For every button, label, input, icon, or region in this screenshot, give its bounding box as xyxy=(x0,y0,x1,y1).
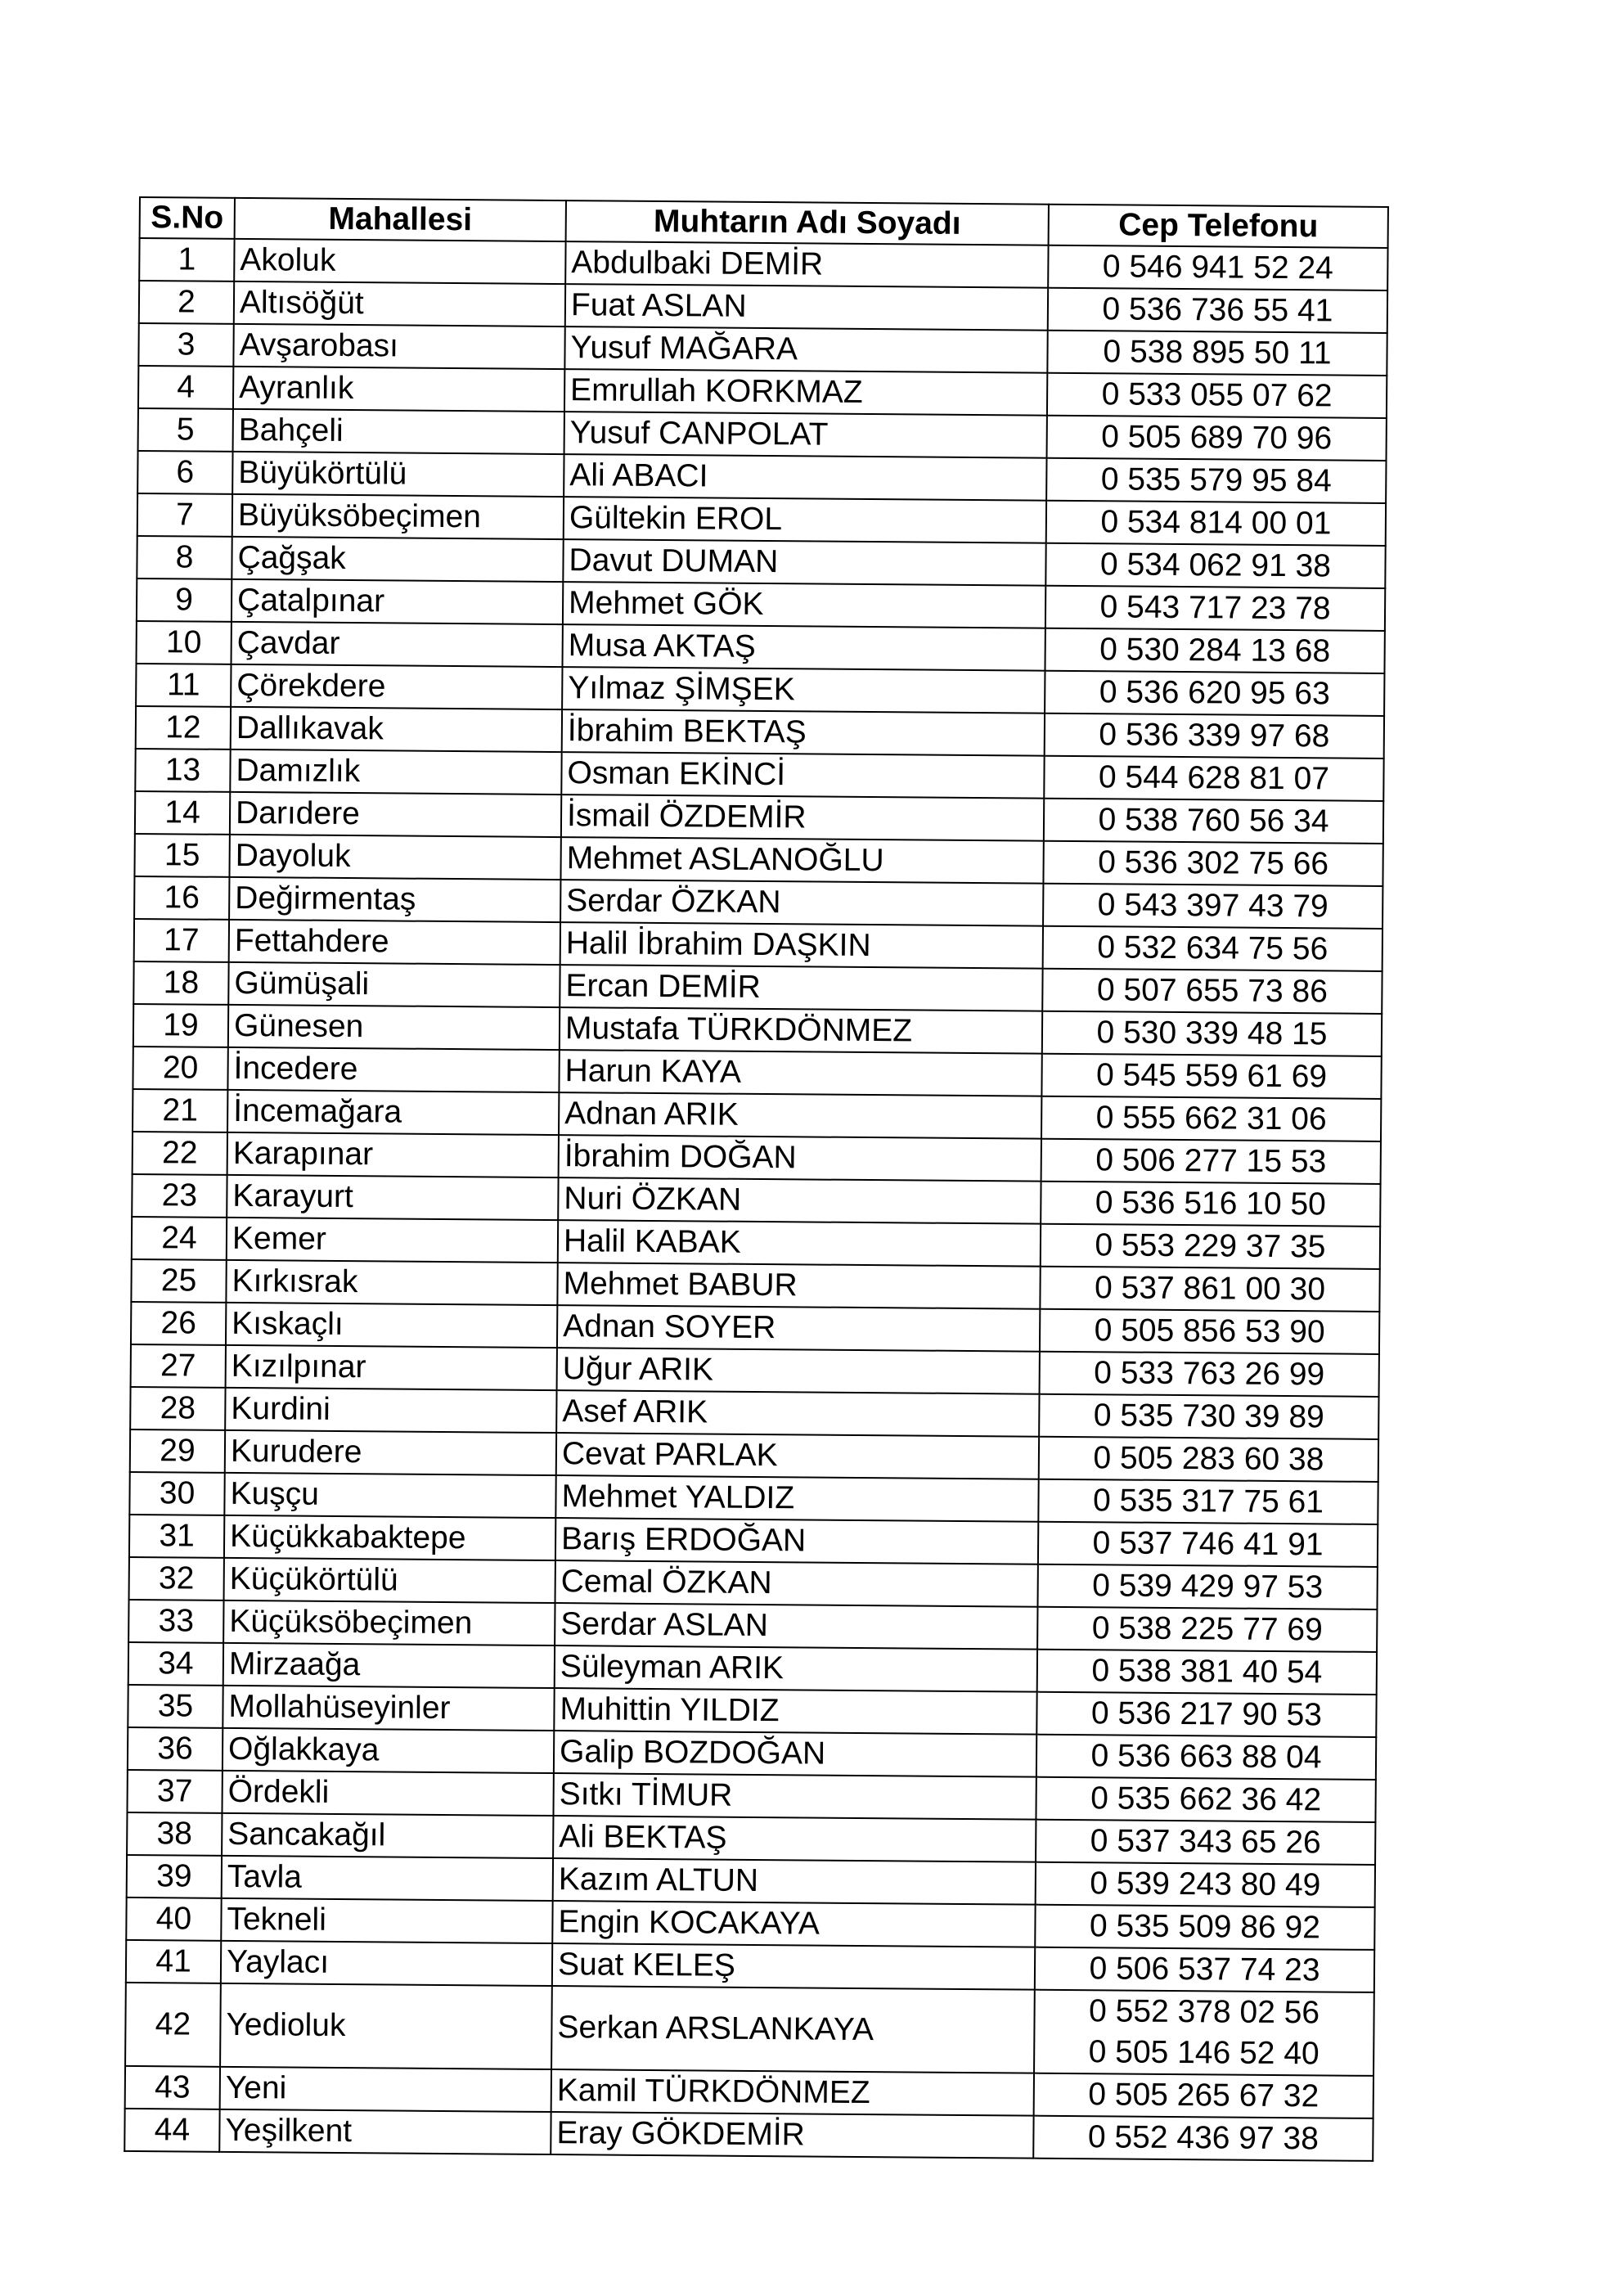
mahalle-name: Mirzaağa xyxy=(223,1643,555,1688)
row-number: 11 xyxy=(136,664,231,707)
muhtar-name: Süleyman ARIK xyxy=(555,1645,1037,1692)
phone-cell xyxy=(1040,1309,1379,1354)
phone-cell xyxy=(1045,586,1385,631)
row-number: 34 xyxy=(128,1642,223,1686)
muhtar-name: Eray GÖKDEMİR xyxy=(551,2112,1033,2159)
phone-number: 0 539 429 97 53 xyxy=(1092,1568,1324,1605)
muhtar-name: Kamil TÜRKDÖNMEZ xyxy=(551,2069,1034,2116)
phone-cell xyxy=(1044,799,1383,844)
phone-cell xyxy=(1046,501,1386,546)
phone-cell xyxy=(1041,1182,1380,1227)
mahalle-name: Kızılpınar xyxy=(226,1345,557,1390)
mahalle-name: Yeni xyxy=(220,2067,551,2112)
phone-number: 0 536 663 88 04 xyxy=(1090,1738,1322,1776)
mahalle-name: Kıskaçlı xyxy=(226,1303,557,1348)
mahalle-name: Küçükörtülü xyxy=(224,1558,555,1603)
mahalle-name: Çatalpınar xyxy=(232,579,563,624)
muhtar-name: Davut DUMAN xyxy=(563,539,1045,586)
phone-cell xyxy=(1047,373,1387,418)
phone-number: 0 536 620 95 63 xyxy=(1099,674,1330,712)
row-number: 36 xyxy=(128,1727,223,1771)
phone-number: 0 507 655 73 86 xyxy=(1096,972,1329,1010)
phone-number: 0 536 516 10 50 xyxy=(1095,1185,1327,1222)
phone-number: 0 535 317 75 61 xyxy=(1092,1483,1324,1520)
muhtar-name: Cevat PARLAK xyxy=(556,1433,1039,1479)
row-number: 29 xyxy=(130,1429,225,1473)
phone-cell xyxy=(1045,543,1385,588)
muhtar-name: Muhittin YILDIZ xyxy=(554,1688,1036,1735)
mahalle-name: Kemer xyxy=(227,1218,558,1263)
mahalle-name: Kurdini xyxy=(225,1388,556,1433)
muhtar-name: Yusuf MAĞARA xyxy=(564,326,1047,373)
phone-number: 0 544 628 81 07 xyxy=(1098,759,1330,797)
phone-number: 0 535 730 39 89 xyxy=(1093,1398,1324,1435)
muhtar-name: İbrahim DOĞAN xyxy=(559,1135,1041,1182)
mahalle-name: Ördekli xyxy=(222,1771,553,1816)
mahalle-name: Sancakağıl xyxy=(222,1813,553,1858)
row-number: 10 xyxy=(137,621,232,664)
mahalle-name: Gümüşali xyxy=(228,962,560,1007)
row-number: 20 xyxy=(133,1047,227,1090)
phone-cell xyxy=(1048,288,1387,333)
muhtar-name: Harun KAYA xyxy=(559,1050,1041,1096)
muhtar-name: İbrahim BEKTAŞ xyxy=(562,709,1045,756)
muhtar-name: Mustafa TÜRKDÖNMEZ xyxy=(560,1007,1042,1054)
row-number: 4 xyxy=(138,366,233,409)
row-number: 35 xyxy=(128,1685,223,1728)
mahalle-name: İncedere xyxy=(227,1047,559,1092)
table-row xyxy=(124,2109,1373,2161)
phone-number: 0 537 861 00 30 xyxy=(1094,1270,1326,1308)
phone-cell xyxy=(1040,1267,1379,1312)
phone-cell xyxy=(1038,1479,1378,1524)
muhtar-list-sheet xyxy=(124,196,1387,2162)
muhtar-name: Ali BEKTAŞ xyxy=(553,1816,1036,1862)
muhtar-name: Serdar ÖZKAN xyxy=(560,880,1043,926)
phone-number: 0 546 941 52 24 xyxy=(1102,249,1333,286)
muhtar-name: Gültekin EROL xyxy=(564,497,1046,543)
row-number: 39 xyxy=(127,1855,222,1898)
row-number: 1 xyxy=(139,238,234,281)
phone-cell xyxy=(1045,671,1384,716)
phone-number: 0 505 265 67 32 xyxy=(1088,2077,1320,2114)
phone-cell xyxy=(1034,2073,1373,2118)
row-number: 17 xyxy=(134,919,229,962)
row-number: 22 xyxy=(133,1132,227,1175)
mahalle-name: Günesen xyxy=(228,1005,560,1050)
row-number: 5 xyxy=(138,408,233,452)
muhtar-name: Adnan SOYER xyxy=(557,1305,1040,1352)
phone-number: 0 536 217 90 53 xyxy=(1090,1695,1323,1733)
mahalle-name: Darıdere xyxy=(230,792,561,837)
muhtar-name: Halil KABAK xyxy=(558,1220,1041,1267)
phone-number: 0 539 243 80 49 xyxy=(1090,1866,1321,1903)
phone-number: 0 505 689 70 96 xyxy=(1101,419,1333,457)
row-number: 6 xyxy=(137,451,232,494)
phone-number: 0 535 579 95 84 xyxy=(1100,461,1332,499)
phone-cell xyxy=(1048,245,1387,290)
mahalle-name: Fettahdere xyxy=(229,920,560,965)
muhtar-name: Nuri ÖZKAN xyxy=(558,1177,1041,1224)
muhtar-name: Mehmet ASLANOĞLU xyxy=(560,837,1043,884)
phone-cell xyxy=(1039,1394,1378,1439)
mahalle-name: Dayoluk xyxy=(229,835,560,880)
mahalle-name: Avşarobası xyxy=(233,324,564,369)
header-telefon: Cep Telefonu xyxy=(1049,205,1388,248)
mahalle-name: Küçükkabaktepe xyxy=(224,1515,555,1560)
phone-number: 0 533 055 07 62 xyxy=(1101,376,1333,414)
phone-number: 0 537 343 65 26 xyxy=(1090,1823,1321,1861)
mahalle-name: İncemağara xyxy=(227,1090,559,1135)
mahalle-name: Yedioluk xyxy=(220,1983,552,2069)
table-body xyxy=(124,238,1387,2161)
row-number: 15 xyxy=(134,834,229,877)
row-number: 13 xyxy=(135,749,230,792)
row-number: 38 xyxy=(127,1812,222,1856)
muhtar-name: Mehmet YALDIZ xyxy=(555,1475,1038,1522)
phone-cell xyxy=(1045,628,1384,673)
phone-cell xyxy=(1045,714,1384,759)
muhtar-name: Kazım ALTUN xyxy=(553,1858,1036,1905)
mahalle-name: Altısöğüt xyxy=(234,281,565,326)
row-number: 24 xyxy=(132,1217,227,1260)
phone-cell xyxy=(1043,884,1382,929)
phone-cell xyxy=(1040,1352,1379,1397)
muhtar-name: Serkan ARSLANKAYA xyxy=(551,1986,1035,2073)
muhtar-name: Halil İbrahim DAŞKIN xyxy=(560,922,1043,969)
phone-number: 0 505 146 52 40 xyxy=(1088,2034,1320,2072)
phone-cell xyxy=(1042,1011,1382,1056)
row-number: 27 xyxy=(131,1344,226,1388)
muhtar-name: Ercan DEMİR xyxy=(560,965,1042,1011)
row-number: 8 xyxy=(137,536,232,579)
mahalle-name: Bahçeli xyxy=(233,409,564,454)
mahalle-name: Çağşak xyxy=(232,537,563,582)
row-number: 19 xyxy=(133,1004,228,1047)
phone-number: 0 530 339 48 15 xyxy=(1096,1015,1328,1052)
phone-cell xyxy=(1041,1224,1380,1269)
muhtar-name: Emrullah KORKMAZ xyxy=(564,369,1047,416)
row-number: 16 xyxy=(134,876,229,920)
phone-number: 0 505 856 53 90 xyxy=(1094,1312,1325,1350)
mahalle-name: Küçüksöbeçimen xyxy=(223,1600,555,1645)
muhtar-name: Osman EKİNCİ xyxy=(561,752,1044,799)
header-sno: S.No xyxy=(140,197,235,239)
row-number: 21 xyxy=(133,1089,227,1132)
mahalle-name: Akoluk xyxy=(234,239,565,284)
row-number: 40 xyxy=(126,1898,221,1941)
muhtar-name: Musa AKTAŞ xyxy=(562,624,1045,671)
phone-number: 0 538 760 56 34 xyxy=(1098,802,1329,840)
phone-cell xyxy=(1046,458,1386,503)
phone-number: 0 545 559 61 69 xyxy=(1095,1057,1328,1095)
phone-number: 0 552 436 97 38 xyxy=(1087,2119,1320,2157)
mahalle-name: Mollahüseyinler xyxy=(223,1686,554,1731)
row-number: 37 xyxy=(127,1770,222,1813)
muhtar-name: Yılmaz ŞİMŞEK xyxy=(562,667,1045,714)
mahalle-name: Damızlık xyxy=(230,750,561,795)
mahalle-name: Dallıkavak xyxy=(231,707,562,752)
row-number: 41 xyxy=(126,1940,221,1983)
row-number: 3 xyxy=(138,323,233,367)
row-number: 32 xyxy=(129,1557,224,1600)
phone-number: 0 538 895 50 11 xyxy=(1103,334,1332,371)
muhtar-name: Serdar ASLAN xyxy=(555,1603,1037,1650)
muhtar-name: Ali ABACI xyxy=(564,454,1046,501)
muhtar-name: Suat KELEŞ xyxy=(552,1943,1035,1990)
mahalle-name: Çörekdere xyxy=(231,664,562,709)
mahalle-name: Büyüksöbeçimen xyxy=(232,494,564,539)
phone-cell xyxy=(1036,1820,1375,1865)
phone-number: 0 537 746 41 91 xyxy=(1092,1525,1324,1563)
phone-number: 0 534 062 91 38 xyxy=(1099,547,1332,584)
phone-number: 0 552 378 02 56 xyxy=(1088,1993,1320,2031)
muhtar-name: Engin KOCAKAYA xyxy=(552,1901,1035,1947)
muhtar-name: Sıtkı TİMUR xyxy=(553,1773,1036,1820)
phone-number: 0 536 736 55 41 xyxy=(1102,291,1333,329)
phone-number: 0 536 339 97 68 xyxy=(1099,717,1330,754)
row-number: 9 xyxy=(137,579,232,622)
phone-number: 0 553 229 37 35 xyxy=(1095,1227,1326,1265)
phone-cell xyxy=(1038,1522,1378,1567)
row-number: 31 xyxy=(129,1515,224,1558)
phone-cell xyxy=(1035,1947,1374,1992)
phone-number: 0 543 397 43 79 xyxy=(1097,887,1329,925)
mahalle-name: Kurudere xyxy=(225,1430,556,1475)
phone-cell xyxy=(1047,331,1387,376)
phone-cell xyxy=(1042,969,1382,1014)
phone-cell xyxy=(1043,926,1382,971)
row-number: 12 xyxy=(136,706,231,750)
row-number: 26 xyxy=(131,1302,226,1345)
muhtar-name: Barış ERDOĞAN xyxy=(555,1518,1038,1564)
phone-number: 0 535 509 86 92 xyxy=(1089,1908,1321,1946)
muhtar-table xyxy=(124,196,1389,2162)
table-row xyxy=(125,1983,1374,2076)
phone-cell xyxy=(1044,756,1383,801)
phone-cell xyxy=(1036,1862,1375,1907)
mahalle-name: Tekneli xyxy=(221,1898,552,1943)
phone-number: 0 530 284 13 68 xyxy=(1099,632,1331,669)
phone-cell xyxy=(1034,1990,1374,2076)
phone-cell xyxy=(1047,416,1387,461)
mahalle-name: Değirmentaş xyxy=(229,877,560,922)
phone-number: 0 533 763 26 99 xyxy=(1094,1355,1325,1393)
header-muhtar: Muhtarın Adı Soyadı xyxy=(566,200,1049,245)
mahalle-name: Kırkısrak xyxy=(226,1260,557,1305)
phone-number: 0 543 717 23 78 xyxy=(1099,589,1331,627)
mahalle-name: Karapınar xyxy=(227,1132,559,1177)
muhtar-name: Mehmet BABUR xyxy=(557,1263,1040,1309)
mahalle-name: Kuşçu xyxy=(224,1473,555,1518)
muhtar-name: Abdulbaki DEMİR xyxy=(565,241,1048,288)
mahalle-name: Yaylacı xyxy=(221,1941,552,1986)
phone-cell xyxy=(1037,1650,1377,1695)
row-number: 7 xyxy=(137,493,232,537)
muhtar-name: Asef ARIK xyxy=(556,1390,1039,1437)
phone-number: 0 555 662 31 06 xyxy=(1095,1100,1327,1137)
mahalle-name: Çavdar xyxy=(232,622,563,667)
phone-number: 0 506 277 15 53 xyxy=(1095,1142,1327,1180)
phone-cell xyxy=(1036,1777,1375,1822)
phone-cell xyxy=(1035,1905,1374,1950)
mahalle-name: Karayurt xyxy=(227,1175,558,1220)
phone-cell xyxy=(1033,2116,1373,2161)
phone-number: 0 538 381 40 54 xyxy=(1091,1653,1323,1690)
row-number: 30 xyxy=(129,1472,224,1515)
mahalle-name: Oğlakkaya xyxy=(223,1728,554,1773)
mahalle-name: Yeşilkent xyxy=(219,2109,551,2154)
row-number: 42 xyxy=(125,1983,221,2067)
phone-cell xyxy=(1037,1564,1377,1609)
phone-cell xyxy=(1041,1054,1381,1099)
row-number: 23 xyxy=(132,1174,227,1218)
phone-number: 0 536 302 75 66 xyxy=(1098,844,1329,882)
row-number: 14 xyxy=(135,791,230,835)
muhtar-name: Yusuf CANPOLAT xyxy=(564,412,1047,458)
phone-cell xyxy=(1036,1735,1376,1780)
muhtar-name: Mehmet GÖK xyxy=(563,582,1045,628)
phone-number: 0 538 225 77 69 xyxy=(1091,1610,1323,1648)
row-number: 18 xyxy=(133,961,228,1005)
muhtar-name: Fuat ASLAN xyxy=(565,284,1048,331)
mahalle-name: Büyükörtülü xyxy=(232,452,564,497)
row-number: 28 xyxy=(130,1387,225,1430)
mahalle-name: Tavla xyxy=(222,1856,553,1901)
phone-cell xyxy=(1037,1607,1377,1652)
muhtar-name: Adnan ARIK xyxy=(559,1092,1041,1139)
phone-cell xyxy=(1036,1692,1376,1737)
muhtar-name: Uğur ARIK xyxy=(557,1348,1040,1394)
muhtar-name: Galip BOZDOĞAN xyxy=(554,1731,1036,1777)
muhtar-name: İsmail ÖZDEMİR xyxy=(561,795,1044,841)
phone-cell xyxy=(1039,1437,1378,1482)
row-number: 25 xyxy=(131,1259,226,1303)
header-mahalle: Mahallesi xyxy=(235,198,566,241)
phone-number: 0 532 634 75 56 xyxy=(1097,930,1329,967)
row-number: 2 xyxy=(139,281,234,324)
phone-cell xyxy=(1043,841,1382,886)
phone-number: 0 534 814 00 01 xyxy=(1100,504,1332,542)
phone-number: 0 506 537 74 23 xyxy=(1089,1951,1320,1988)
phone-cell xyxy=(1041,1096,1381,1141)
phone-cell xyxy=(1041,1139,1381,1184)
phone-number: 0 535 662 36 42 xyxy=(1090,1781,1322,1818)
row-number: 44 xyxy=(124,2109,219,2152)
row-number: 33 xyxy=(128,1600,223,1643)
phone-number: 0 505 283 60 38 xyxy=(1093,1440,1324,1478)
row-number: 43 xyxy=(125,2066,220,2109)
muhtar-name: Cemal ÖZKAN xyxy=(555,1560,1038,1607)
mahalle-name: Ayranlık xyxy=(233,367,564,412)
